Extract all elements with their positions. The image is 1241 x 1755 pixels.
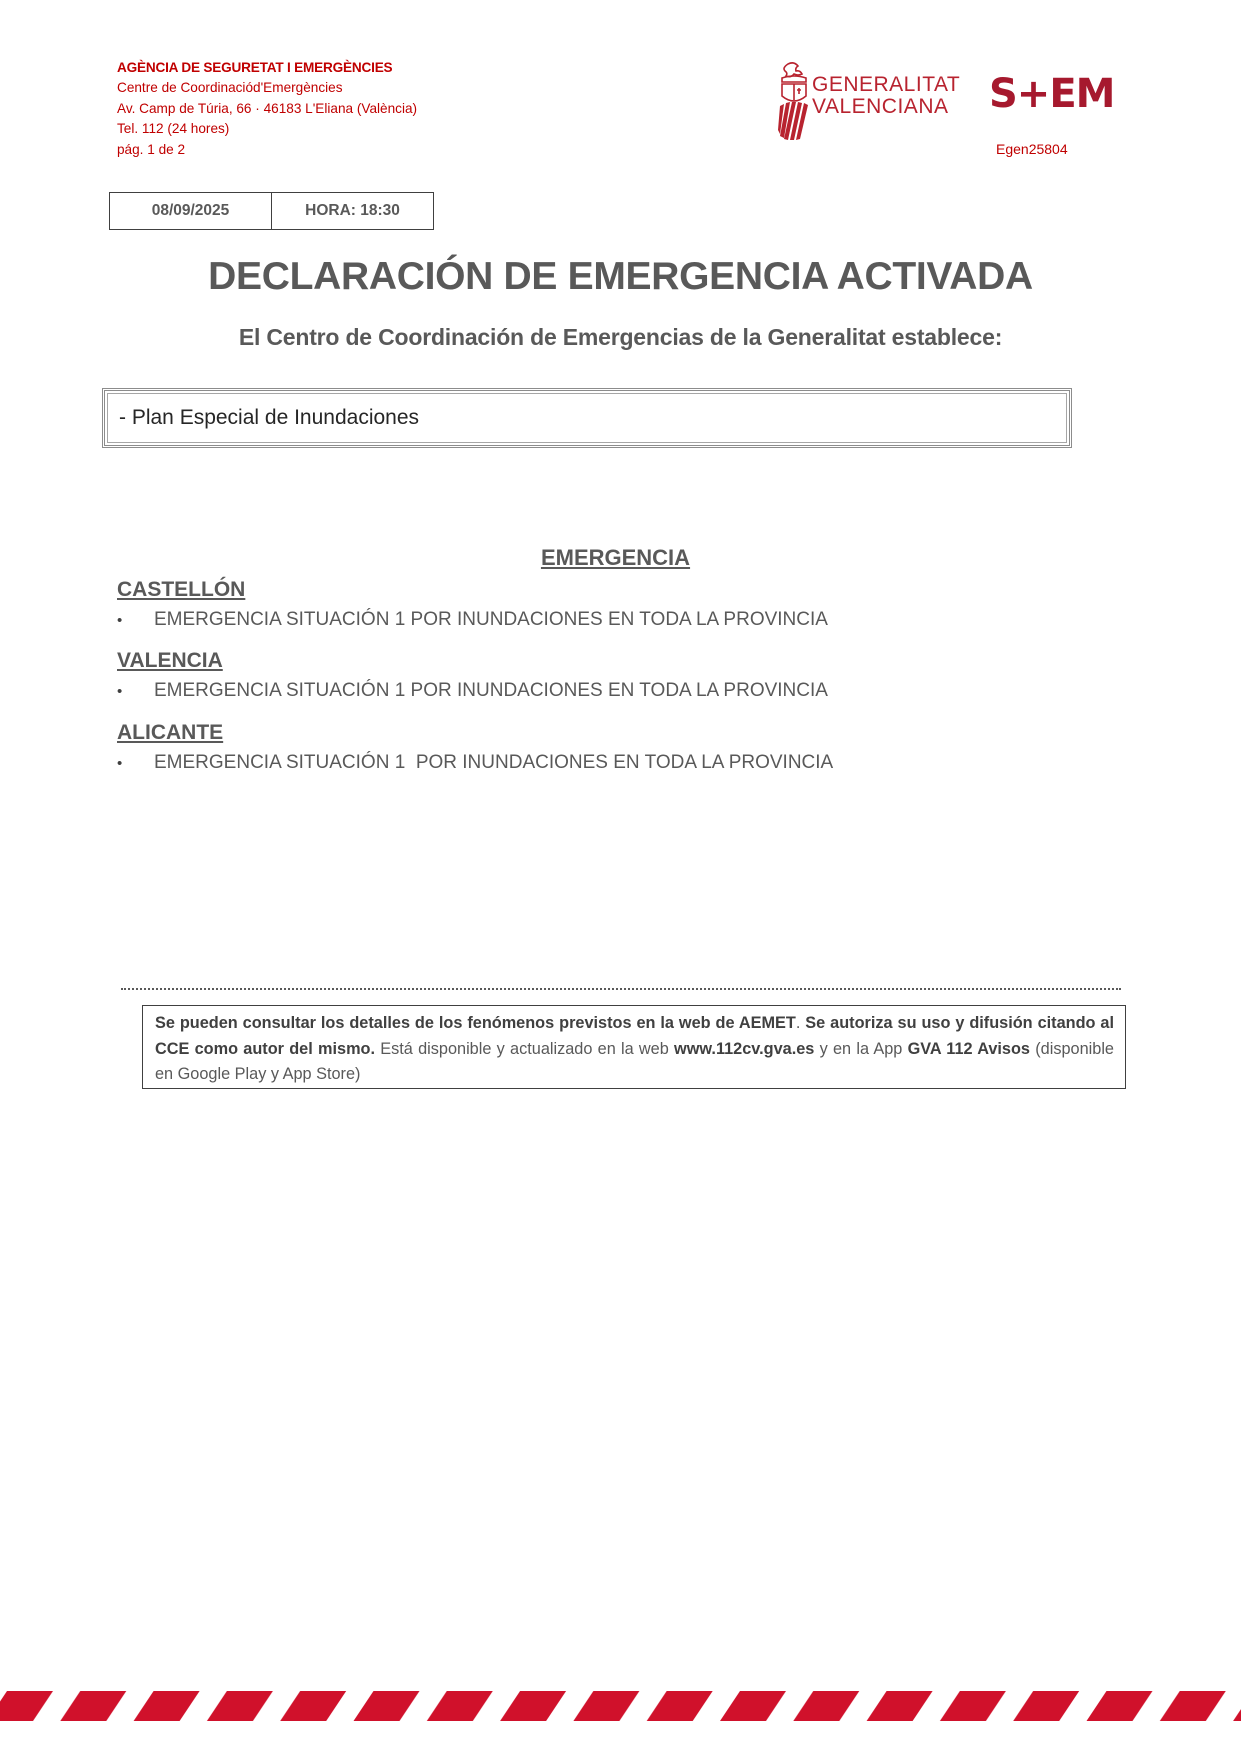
info-authorization: Se autoriza su uso y difusión citando al CCE como autor del mismo. <box>155 1014 1114 1058</box>
region-valencia: VALENCIA <box>117 649 223 672</box>
page-subtitle: El Centro de Coordinación de Emergencias de la Generalitat establece: <box>238 324 1003 350</box>
list-item <box>117 680 828 702</box>
bullet-icon: • <box>117 682 123 700</box>
generalitat-crest-icon <box>774 60 814 140</box>
generalitat-logo-text <box>812 74 960 118</box>
date-cell: 08/09/2025 <box>151 202 230 219</box>
info-text: . <box>795 1014 806 1032</box>
agency-header <box>117 58 417 160</box>
phone: Tel. 112 (24 hores) <box>117 121 230 137</box>
datetime-box <box>109 192 434 230</box>
list-item <box>117 609 828 631</box>
list-item-text: EMERGENCIA SITUACIÓN 1 POR INUNDACIONES EN TODA LA PROVINCIA <box>154 752 834 773</box>
sem-logo: S+EM <box>989 71 1115 117</box>
emergency-heading: EMERGENCIA <box>540 545 691 570</box>
plan-label: - Plan Especial de Inundaciones <box>119 406 420 429</box>
bullet-icon: • <box>117 611 123 629</box>
bullet-icon: • <box>117 754 123 772</box>
list-item <box>117 752 833 774</box>
info-website-link[interactable]: www.112cv.gva.es <box>674 1039 815 1058</box>
address: Av. Camp de Túria, 66 · 46183 L'Eliana (València) <box>117 100 418 116</box>
list-item-text: EMERGENCIA SITUACIÓN 1 POR INUNDACIONES EN TODA LA PROVINCIA <box>154 609 828 630</box>
gva-line2: VALENCIANA <box>812 95 949 118</box>
dotted-separator <box>121 988 1121 990</box>
info-aemet: Se pueden consultar los detalles de los fenómenos previstos en la web de AEMET <box>155 1014 796 1032</box>
document-code: Egen25804 <box>996 141 1068 157</box>
agency-name: AGÈNCIA DE SEGURETAT I EMERGÈNCIES <box>117 60 393 75</box>
page-indicator: pág. 1 de 2 <box>117 141 186 157</box>
info-text: (disponible en Google Play y App Store) <box>155 1039 1114 1083</box>
info-box <box>142 1005 1126 1089</box>
info-text: y en la App <box>814 1039 908 1058</box>
region-castellon: CASTELLÓN <box>117 578 246 601</box>
gva-line1: GENERALITAT <box>812 73 961 96</box>
time-cell: HORA: 18:30 <box>271 193 433 229</box>
red-stripe-border <box>0 1691 1241 1721</box>
plan-box <box>102 388 1072 448</box>
info-app-name: GVA 112 Avisos <box>907 1039 1030 1058</box>
page-title: DECLARACIÓN DE EMERGENCIA ACTIVADA <box>208 255 1033 298</box>
centre-name: Centre de Coordinaciód'Emergències <box>117 80 343 96</box>
info-text: Está disponible y actualizado en la web <box>375 1039 675 1058</box>
region-alicante: ALICANTE <box>117 721 224 744</box>
list-item-text: EMERGENCIA SITUACIÓN 1 POR INUNDACIONES EN TODA LA PROVINCIA <box>154 680 828 701</box>
